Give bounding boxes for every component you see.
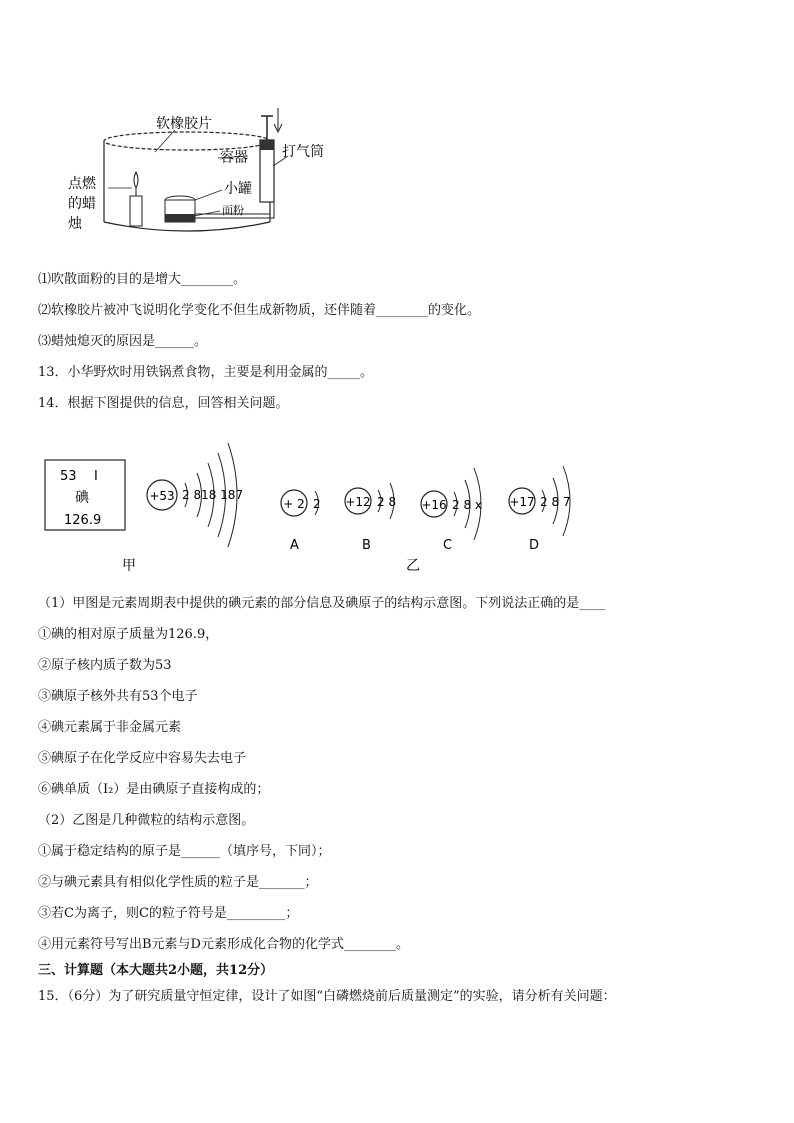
caption-yi: 乙 <box>406 558 420 574</box>
label-candle-2: 的蜡 <box>68 196 96 212</box>
sub-question-2: ⑵软橡胶片被冲飞说明化学变化不但生成新物质，还伴随着________的变化。 <box>38 303 481 318</box>
label-candle-3: 烛 <box>68 216 82 232</box>
q14-part-2-item-4: ④用元素符号写出B元素与D元素形成化合物的化学式________。 <box>38 937 409 952</box>
caption-jia: 甲 <box>122 558 136 574</box>
label-can: 小罐 <box>224 181 252 197</box>
iodine-nucleus-charge: +53 <box>149 489 175 503</box>
label-flour: 面粉 <box>222 204 244 217</box>
particle-a-label: A <box>290 538 299 553</box>
q14-part-2-item-3: ③若C为离子，则C的粒子符号是_________； <box>38 906 299 921</box>
label-pump: 打气筒 <box>282 144 324 160</box>
q14-option-3: ③碘原子核外共有53个电子 <box>38 689 198 704</box>
particle-a-charge: + 2 <box>283 497 305 511</box>
particle-b-label: B <box>362 538 371 553</box>
q14-part-1: （1）甲图是元素周期表中提供的碘元素的部分信息及碘原子的结构示意图。下列说法正确的是____ <box>38 596 606 611</box>
iodine-symbol: I <box>94 469 98 484</box>
particle-b-charge: +12 <box>345 495 371 509</box>
question-13: 13．小华野炊时用铁锅煮食物，主要是利用金属的_____。 <box>38 365 374 380</box>
sub-question-1: ⑴吹散面粉的目的是增大________。 <box>38 272 247 287</box>
q14-option-4: ④碘元素属于非金属元素 <box>38 720 182 735</box>
particle-b-shells: 2 8 <box>377 495 397 509</box>
particle-c-shells: 2 8 x <box>452 498 482 512</box>
question-15: 15．（6分）为了研究质量守恒定律，设计了如图“白磷燃烧前后质量测定”的实验，请分析有关问题： <box>38 989 616 1004</box>
label-candle-1: 点燃 <box>68 176 96 192</box>
particle-d-shells: 2 8 7 <box>540 495 571 509</box>
sub-question-3: ⑶蜡烛熄灭的原因是______。 <box>38 334 208 349</box>
q14-part-2-item-2: ②与碘元素具有相似化学性质的粒子是_______； <box>38 875 318 890</box>
particle-c-label: C <box>443 538 453 553</box>
particle-c-charge: +16 <box>421 498 447 512</box>
particle-d-label: D <box>529 538 540 553</box>
candle-shape <box>130 196 142 226</box>
apparatus-diagram <box>60 108 350 248</box>
q14-option-2: ②原子核内质子数为53 <box>38 658 172 673</box>
iodine-shells: 2 818 187 <box>182 488 244 502</box>
atomic-structure-diagram <box>40 428 600 580</box>
q14-part-2-item-1: ①属于稳定结构的原子是______（填序号，下同）； <box>38 844 331 859</box>
label-container: 容器 <box>220 150 248 166</box>
iodine-atomic-number: 53 <box>60 469 77 484</box>
q14-option-6: ⑥碘单质（I₂）是由碘原子直接构成的； <box>38 782 270 797</box>
q14-part-2: （2）乙图是几种微粒的结构示意图。 <box>38 813 255 828</box>
label-cover: 软橡胶片 <box>156 116 212 132</box>
iodine-name: 碘 <box>75 490 89 506</box>
q14-option-1: ①碘的相对原子质量为126.9， <box>38 627 219 642</box>
q14-option-5: ⑤碘原子在化学反应中容易失去电子 <box>38 751 247 766</box>
particle-d-charge: +17 <box>509 495 535 509</box>
container-rim <box>104 132 270 150</box>
particle-a-shells: 2 <box>313 497 321 511</box>
iodine-atomic-mass: 126.9 <box>64 513 102 528</box>
question-14: 14．根据下图提供的信息，回答相关问题。 <box>38 396 289 411</box>
section-heading: 三、计算题（本大题共2小题，共12分） <box>38 963 274 978</box>
